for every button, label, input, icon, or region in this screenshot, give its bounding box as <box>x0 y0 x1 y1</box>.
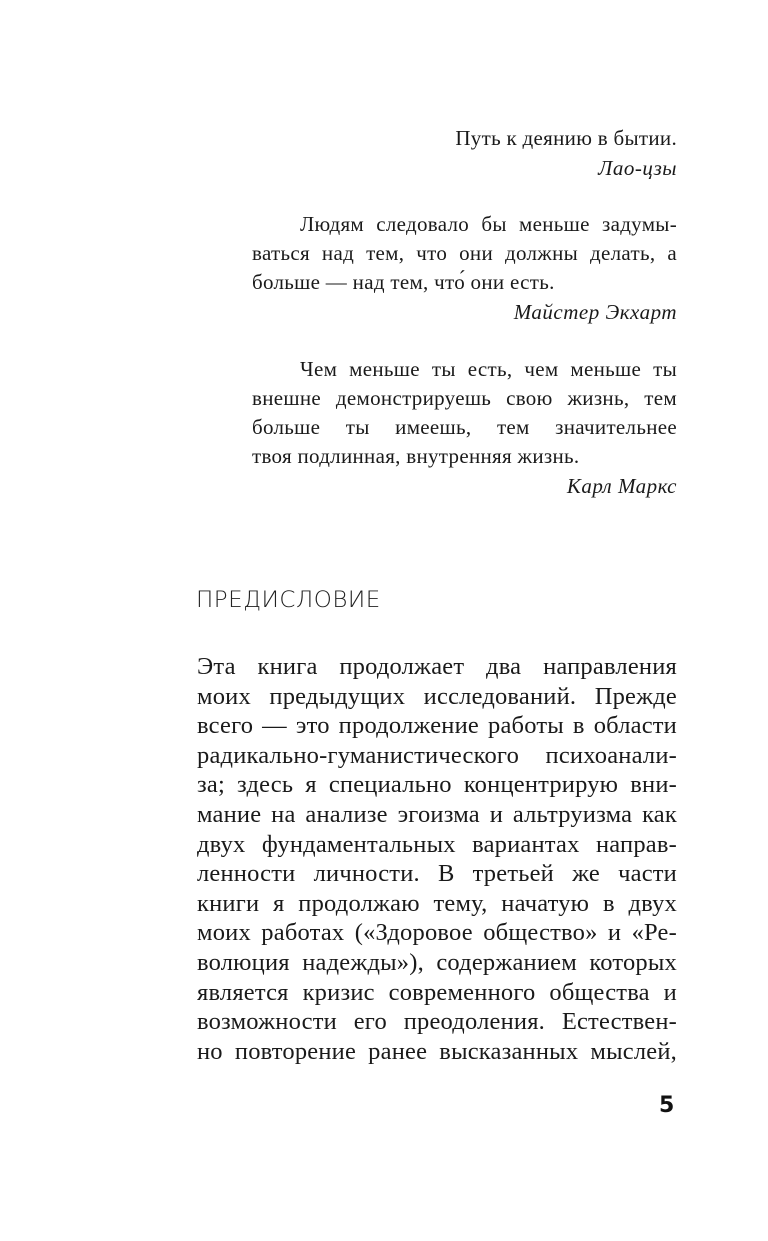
epigraph-line: твоя подлинная, внутренняя жизнь. <box>252 444 580 468</box>
epigraph-line: ваться над тем, что они должны делать, а <box>252 241 677 265</box>
epigraph-author: Майстер Экхарт <box>513 300 677 324</box>
epigraph-line: внешне демонстрируешь свою жизнь, тем <box>252 386 677 410</box>
body-text <box>197 652 677 1066</box>
epigraph-line: Путь к деянию в бытии. <box>455 126 677 150</box>
epigraph-line: больше ты имеешь, тем значительнее <box>252 415 677 439</box>
body-line: моих предыдущих исследований. Прежде <box>197 682 677 710</box>
body-line: всего — это продолжение работы в области <box>197 712 677 740</box>
body-line: моих работах («Здоровое общество» и «Ре- <box>197 919 677 947</box>
epigraph-author: Карл Маркс <box>566 474 677 498</box>
body-line: возможности его преодоления. Естествен- <box>197 1008 677 1036</box>
epigraph-marx <box>252 355 677 501</box>
body-line: книги я продолжаю тему, начатую в двух <box>197 889 677 917</box>
epigraph-eckhart <box>252 210 677 355</box>
body-line: радикально-гуманистического психоанали- <box>197 741 677 769</box>
section-heading: ПРЕДИСЛОВИЕ <box>196 588 381 613</box>
epigraph-line: Людям следовало бы меньше задумы- <box>300 212 677 236</box>
body-line: ленности личности. В третьей же части <box>197 860 677 888</box>
page-number: 5 <box>659 1093 675 1118</box>
epigraphs <box>252 124 677 501</box>
body-line: двух фундаментальных вариантах направ- <box>197 830 677 858</box>
body-line: но повторение ранее высказанных мыслей, <box>197 1037 677 1065</box>
body-line: является кризис современного общества и <box>197 978 677 1006</box>
epigraph-author: Лао-цзы <box>598 156 677 180</box>
epigraph-line: Чем меньше ты есть, чем меньше ты <box>300 357 677 381</box>
body-line: за; здесь я специально концентрирую вни- <box>197 771 677 799</box>
epigraph-text <box>252 124 677 153</box>
epigraph-text <box>252 355 677 471</box>
body-line: Эта книга продолжает два направления <box>197 653 677 680</box>
body-line: волюция надежды»), содержанием которых <box>197 948 677 976</box>
body-line: мание на анализе эгоизма и альтруизма как <box>197 800 677 828</box>
epigraph-text <box>252 210 677 297</box>
epigraph-line: больше — над тем, что́ они есть. <box>252 270 555 294</box>
epigraph-lao-tzu <box>252 124 677 210</box>
